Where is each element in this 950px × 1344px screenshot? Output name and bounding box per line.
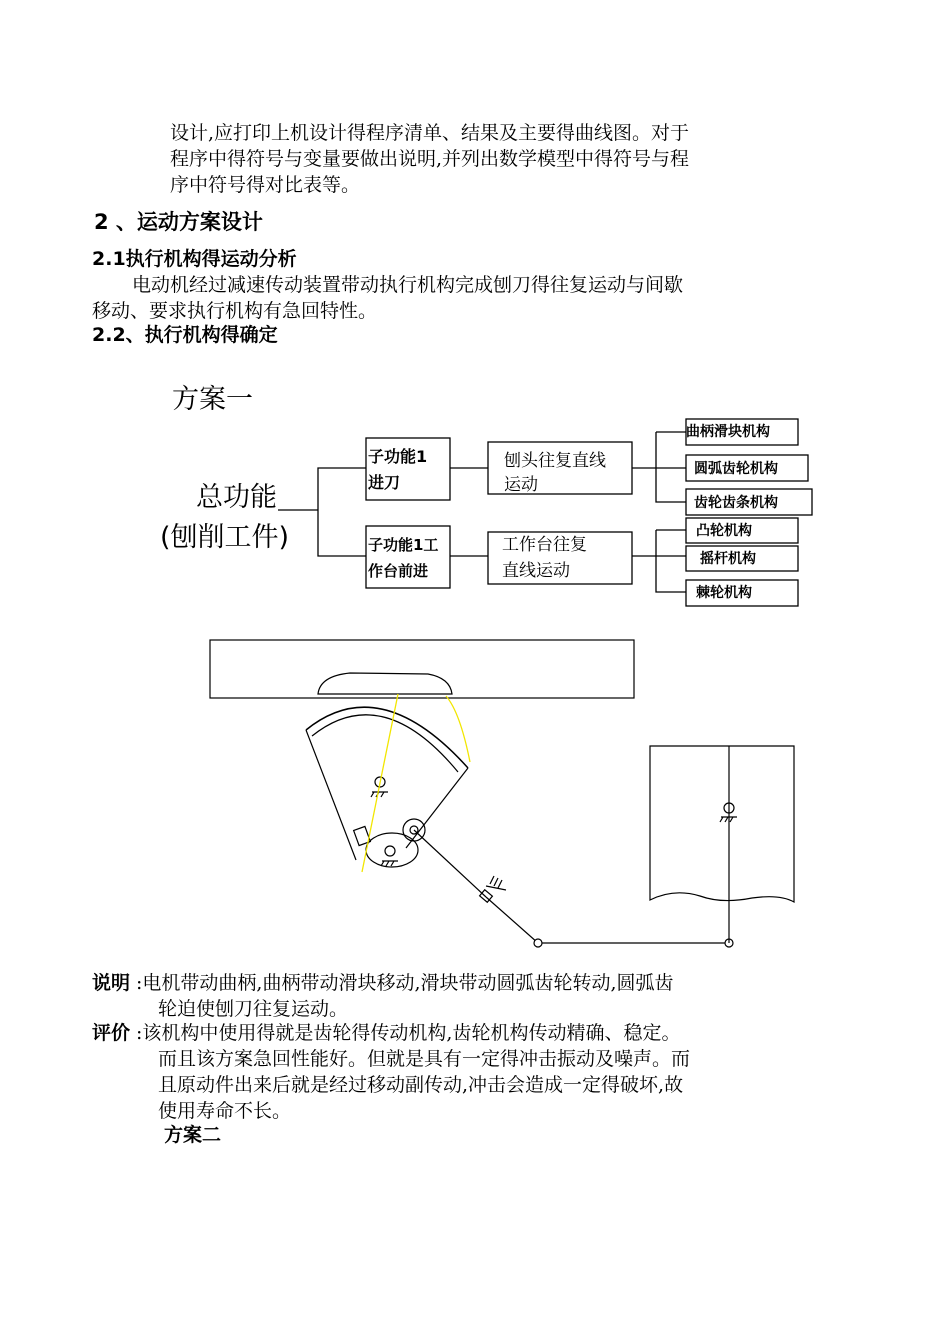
evaluation-line-1: :该机构中使用得就是齿轮得传动机构,齿轮机构传动精确、稳定。: [136, 1022, 681, 1044]
mechanism-label: 摇杆机构: [700, 551, 756, 567]
root-function-line-1: 总功能: [196, 482, 277, 513]
section-heading: 2 、运动方案设计: [94, 210, 263, 234]
intro-line-3: 序中符号得对比表等。: [170, 174, 361, 196]
scheme-title: 方案一: [172, 384, 253, 415]
motion-2-line-2: 直线运动: [502, 561, 570, 581]
evaluation-label: 评价: [92, 1022, 131, 1044]
evaluation-line-4: 使用寿命不长。: [158, 1100, 292, 1122]
mechanism-label: 圆弧齿轮机构: [694, 461, 778, 477]
mechanism-label: 齿轮齿条机构: [694, 495, 778, 511]
sub-function-2-line-2: 作台前进: [368, 562, 429, 580]
sub-function-1-line-1: 子功能1: [368, 447, 428, 466]
mechanism-label: 棘轮机构: [696, 585, 752, 601]
crank-guide-line: [362, 694, 398, 872]
sub-function-2-line-1: 子功能1工: [368, 536, 439, 554]
intro-line-1: 设计,应打印上机设计得程序清单、结果及主要得曲线图。对于: [170, 122, 690, 144]
mechanism-label: 曲柄滑块机构: [686, 424, 770, 440]
explanation-label: 说明: [92, 972, 131, 994]
arc-gear-inner: [312, 715, 458, 772]
tool-shoe: [318, 673, 452, 694]
mechanism-label: 凸轮机构: [696, 523, 752, 539]
subsection-heading: 2.1执行机构得运动分析: [92, 248, 297, 270]
paragraph-line-2: 移动、要求执行机构有急回特性。: [92, 300, 378, 322]
scheme-2-title: 方案二: [164, 1124, 222, 1146]
crank-pivot: [385, 846, 395, 856]
explanation-line-1: :电机带动曲柄,曲柄带动滑块移动,滑块带动圆弧齿轮转动,圆弧齿: [136, 972, 674, 994]
crank-disc: [366, 833, 418, 867]
paragraph-line-1: 电动机经过减速传动装置带动执行机构完成刨刀得往复运动与间歇: [132, 274, 684, 296]
ram-bar: [210, 640, 634, 698]
root-function-line-2: (刨削工件): [160, 522, 290, 553]
arc-gear-outer: [306, 707, 468, 768]
motion-2-line-1: 工作台往复: [502, 535, 587, 555]
explanation-line-2: 轮迫使刨刀往复运动。: [158, 998, 349, 1020]
intro-line-2: 程序中得符号与变量要做出说明,并列出数学模型中得符号与程: [170, 148, 690, 170]
motion-1-line-2: 运动: [504, 475, 538, 495]
subsection-heading: 2.2、执行机构得确定: [92, 324, 278, 346]
motion-1-line-1: 刨头往复直线: [504, 451, 606, 471]
evaluation-line-3: 且原动件出来后就是经过移动副传动,冲击会造成一定得破坏,故: [158, 1074, 684, 1096]
worktable: [650, 746, 794, 902]
evaluation-line-2: 而且该方案急回性能好。但就是具有一定得冲击振动及噪声。而: [158, 1048, 691, 1070]
sub-function-1-line-2: 进刀: [368, 473, 401, 492]
